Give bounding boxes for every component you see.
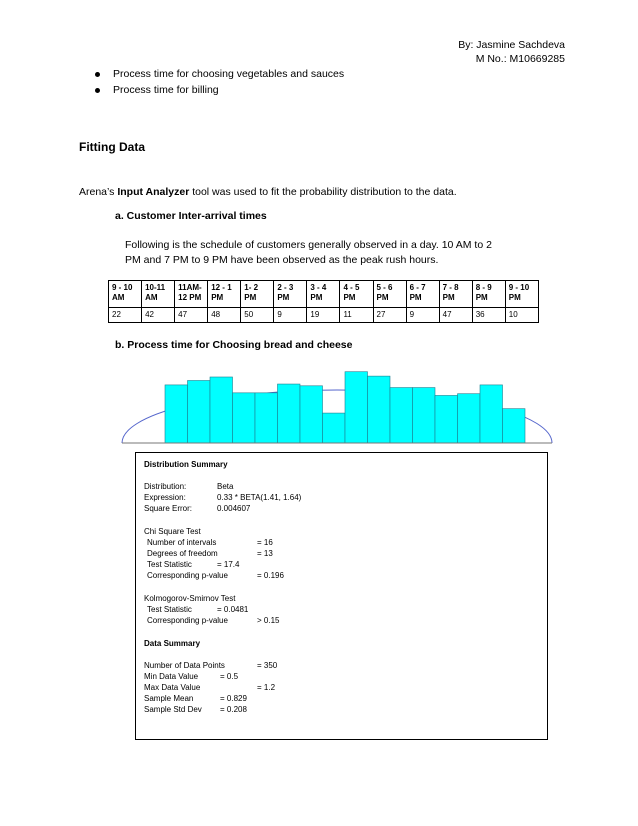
fitting-data-heading: Fitting Data: [79, 140, 145, 154]
table-header-cell: 4 - 5 PM: [340, 281, 373, 308]
bullet-list: [93, 66, 344, 98]
intro-prefix: Arena’s: [79, 186, 118, 198]
customer-schedule-table: [108, 280, 539, 323]
histogram-bar: [368, 376, 391, 443]
table-header-cell: 10-11 AM: [142, 281, 175, 308]
bullet-item: Process time for choosing vegetables and sauces: [93, 66, 344, 82]
table-header-cell: 2 - 3 PM: [274, 281, 307, 308]
expression-value: 0.33 * BETA(1.41, 1.64): [217, 493, 302, 502]
histogram-bar: [188, 381, 211, 443]
table-header-row: [109, 281, 539, 308]
data-points-value: = 350: [257, 661, 278, 670]
table-row: [109, 308, 539, 323]
min-value-label: Min Data Value: [144, 672, 199, 681]
table-cell: 11: [340, 308, 373, 323]
intro-suffix: tool was used to fit the probability distribution to the data.: [189, 186, 457, 198]
sample-std-value: = 0.208: [220, 705, 247, 714]
section-a-title: a. Customer Inter-arrival times: [115, 210, 267, 222]
table-header-cell: 11AM-12 PM: [175, 281, 208, 308]
chi-stat-label: Test Statistic: [147, 560, 192, 569]
histogram-bar: [233, 393, 256, 443]
chi-intervals-label: Number of intervals: [147, 538, 217, 547]
histogram-bar: [480, 385, 503, 443]
max-value-label: Max Data Value: [144, 683, 201, 692]
chi-stat-value: = 17.4: [217, 560, 240, 569]
ks-stat-value: = 0.0481: [217, 605, 249, 614]
intro-sentence: [79, 186, 457, 198]
data-points-label: Number of Data Points: [144, 661, 225, 670]
table-header-cell: 9 - 10 PM: [505, 281, 538, 308]
chi-p-label: Corresponding p-value: [147, 571, 228, 580]
sample-mean-label: Sample Mean: [144, 694, 194, 703]
table-cell: 22: [109, 308, 142, 323]
table-header-cell: 1- 2 PM: [241, 281, 274, 308]
data-summary-title: Data Summary: [144, 639, 201, 648]
histogram-bar: [435, 395, 458, 443]
sample-std-label: Sample Std Dev: [144, 705, 202, 714]
section-a-paragraph: Following is the schedule of customers generally observed in a day. 10 AM to 2 PM and 7 PM to 9 PM have been observed as the peak rush hours.: [125, 239, 492, 266]
histogram-bar: [458, 394, 481, 443]
distribution-value: Beta: [217, 482, 234, 491]
table-cell: 9: [274, 308, 307, 323]
square-error-label: Square Error:: [144, 504, 193, 513]
table-cell: 50: [241, 308, 274, 323]
author-id: M No.: M10669285: [475, 53, 565, 65]
histogram-bar: [413, 388, 436, 443]
ks-stat-label: Test Statistic: [147, 605, 192, 614]
table-header-cell: 7 - 8 PM: [439, 281, 472, 308]
square-error-value: 0.004607: [217, 504, 251, 513]
process-time-histogram: [120, 354, 554, 446]
chi-dof-label: Degrees of freedom: [147, 549, 218, 558]
table-cell: 48: [208, 308, 241, 323]
expression-label: Expression:: [144, 493, 186, 502]
ks-p-label: Corresponding p-value: [147, 616, 228, 625]
summary-title: Distribution Summary: [144, 460, 228, 469]
author-block: [458, 38, 565, 66]
sample-mean-value: = 0.829: [220, 694, 247, 703]
table-header-cell: 6 - 7 PM: [406, 281, 439, 308]
table-cell: 10: [505, 308, 538, 323]
author-name: By: Jasmine Sachdeva: [458, 39, 565, 51]
ks-p-value: > 0.15: [257, 616, 280, 625]
histogram-bar: [390, 388, 413, 443]
histogram-bar: [255, 393, 278, 443]
table-cell: 36: [472, 308, 505, 323]
histogram-bar: [323, 413, 346, 443]
histogram-bar: [503, 409, 526, 443]
histogram-bar: [165, 385, 188, 443]
histogram-bar: [300, 386, 323, 443]
table-header-cell: 8 - 9 PM: [472, 281, 505, 308]
table-cell: 27: [373, 308, 406, 323]
max-value: = 1.2: [257, 683, 276, 692]
chi-square-title: Chi Square Test: [144, 527, 201, 536]
chi-p-value: = 0.196: [257, 571, 284, 580]
ks-test-title: Kolmogorov-Smirnov Test: [144, 594, 236, 603]
histogram-bar: [210, 377, 233, 443]
chi-dof-value: = 13: [257, 549, 273, 558]
table-header-cell: 12 - 1 PM: [208, 281, 241, 308]
histogram-bar: [278, 384, 301, 443]
table-header-cell: 5 - 6 PM: [373, 281, 406, 308]
table-header-cell: 3 - 4 PM: [307, 281, 340, 308]
intro-tool-name: Input Analyzer: [117, 186, 190, 198]
bullet-item: Process time for billing: [93, 82, 344, 98]
table-cell: 42: [142, 308, 175, 323]
table-cell: 47: [175, 308, 208, 323]
section-b-title: b. Process time for Choosing bread and cheese: [115, 339, 353, 351]
table-cell: 47: [439, 308, 472, 323]
table-cell: 19: [307, 308, 340, 323]
histogram-bar: [345, 372, 368, 443]
min-value: = 0.5: [220, 672, 239, 681]
table-cell: 9: [406, 308, 439, 323]
table-header-cell: 9 - 10 AM: [109, 281, 142, 308]
distribution-label: Distribution:: [144, 482, 187, 491]
distribution-summary-box: [135, 452, 548, 740]
chi-intervals-value: = 16: [257, 538, 273, 547]
